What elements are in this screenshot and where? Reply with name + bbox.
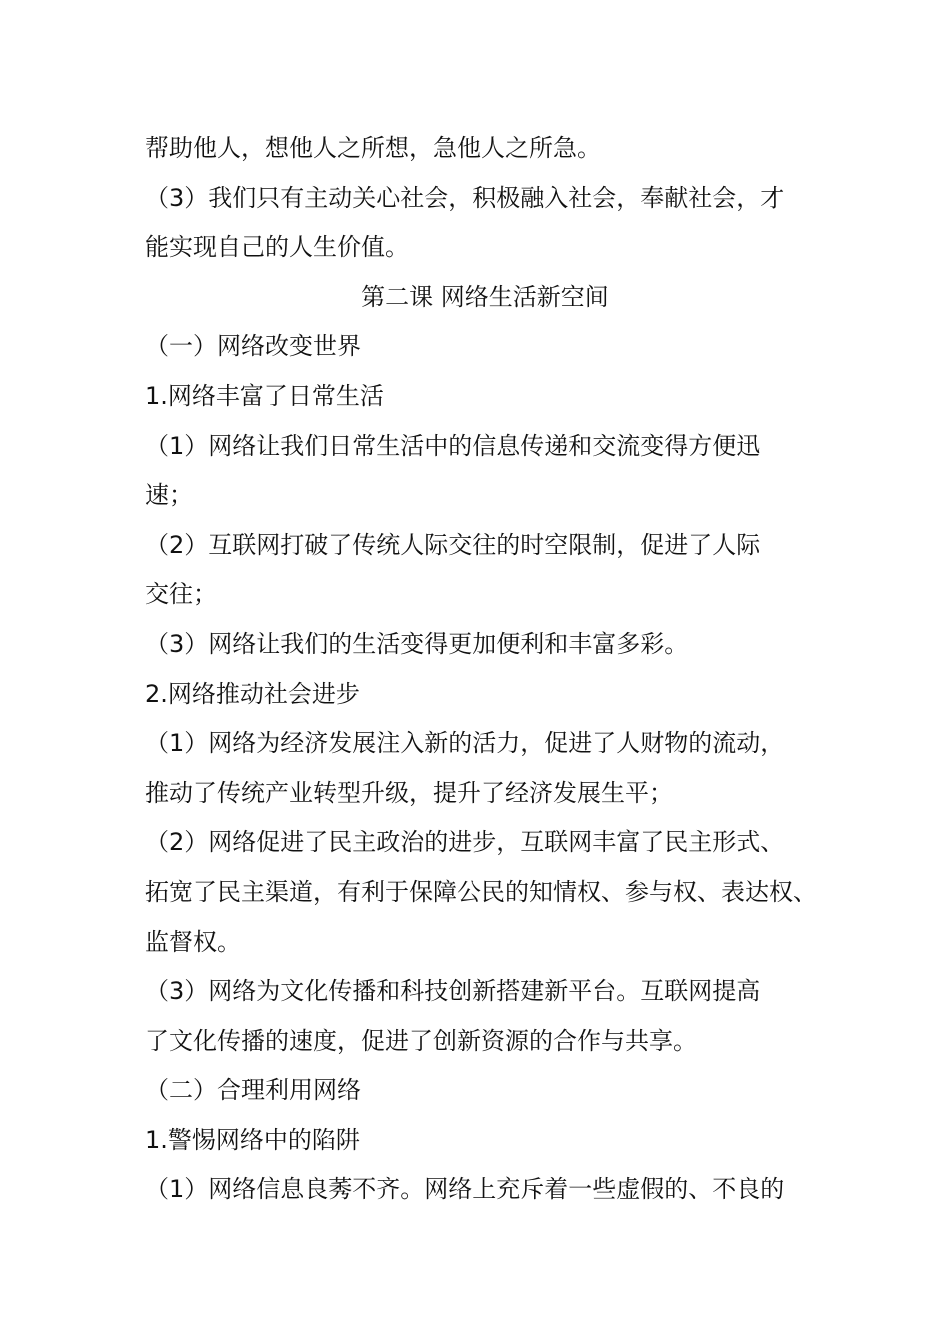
paragraph-line: （3）网络为文化传播和科技创新搭建新平台。互联网提高 — [145, 977, 761, 1006]
paragraph-line: 了文化传播的速度，促进了创新资源的合作与共享。 — [145, 1026, 697, 1055]
paragraph-line: （1）网络信息良莠不齐。网络上充斥着一些虚假的、不良的 — [145, 1175, 785, 1204]
paragraph-line: （3）我们只有主动关心社会，积极融入社会，奉献社会，才 — [145, 183, 785, 212]
paragraph-line: 推动了传统产业转型升级，提升了经济发展生平； — [145, 778, 673, 807]
section-heading: （一）网络改变世界 — [145, 332, 361, 361]
document-body — [145, 124, 825, 1215]
paragraph-line: （2）互联网打破了传统人际交往的时空限制，促进了人际 — [145, 530, 761, 559]
paragraph-line: （1）网络为经济发展注入新的活力，促进了人财物的流动， — [145, 729, 785, 758]
paragraph-line: （1）网络让我们日常生活中的信息传递和交流变得方便迅 — [145, 431, 761, 460]
lesson-title: 第二课 网络生活新空间 — [361, 282, 609, 311]
paragraph-line: （3）网络让我们的生活变得更加便利和丰富多彩。 — [145, 629, 689, 658]
paragraph-line: 监督权。 — [145, 927, 241, 956]
paragraph-line: 交往； — [145, 580, 217, 609]
subsection-heading: 1.警惕网络中的陷阱 — [145, 1125, 360, 1154]
paragraph-line: （2）网络促进了民主政治的进步，互联网丰富了民主形式、 — [145, 828, 785, 857]
paragraph-line: 能实现自己的人生价值。 — [145, 233, 409, 262]
section-heading: （二）合理利用网络 — [145, 1076, 361, 1105]
paragraph-line: 速； — [145, 481, 193, 510]
subsection-heading: 2.网络推动社会进步 — [145, 679, 360, 708]
paragraph-line: 拓宽了民主渠道，有利于保障公民的知情权、参与权、表达权、 — [145, 877, 817, 906]
subsection-heading: 1.网络丰富了日常生活 — [145, 381, 384, 410]
paragraph-line: 帮助他人，想他人之所想，急他人之所急。 — [145, 134, 601, 162]
